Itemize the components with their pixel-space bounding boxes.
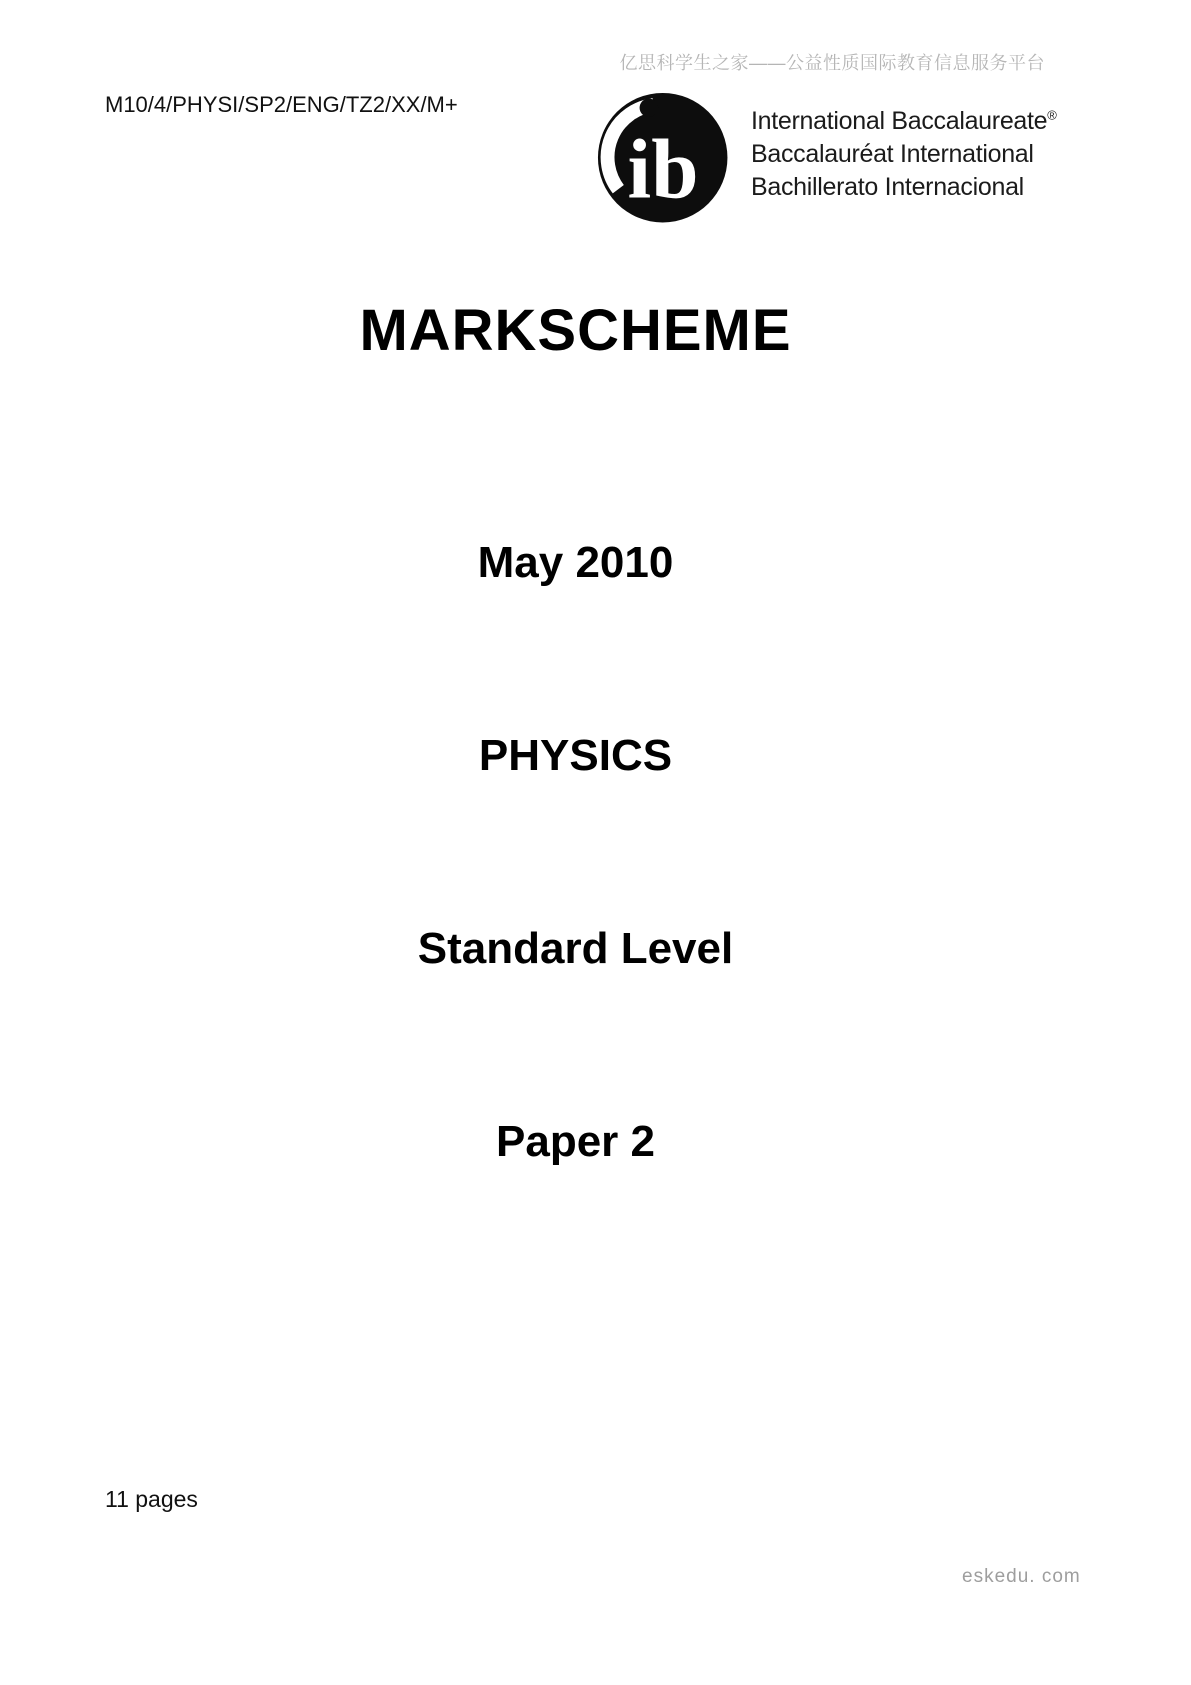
chinese-watermark-text: 亿思科学生之家——公益性质国际教育信息服务平台 — [619, 53, 1045, 73]
ib-wordmark-line-french: Baccalauréat International — [751, 139, 1034, 168]
paper-number-title: Paper 2 — [496, 1117, 655, 1166]
exam-paper-code: M10/4/PHYSI/SP2/ENG/TZ2/XX/M+ — [105, 92, 458, 117]
ib-wordmark — [751, 105, 1057, 204]
ib-logo-block — [585, 80, 1057, 228]
subject-title: PHYSICS — [478, 731, 673, 780]
ib-wordmark-english-text: International Baccalaureate — [751, 106, 1048, 135]
ib-wordmark-line-spanish: Bachillerato Internacional — [751, 172, 1024, 201]
registered-trademark-symbol: ® — [1047, 107, 1057, 123]
ib-monogram: ib — [627, 122, 699, 217]
level-title: Standard Level — [417, 924, 734, 973]
exam-session-title: May 2010 — [477, 538, 674, 587]
ib-monogram-dot — [640, 99, 659, 118]
page-count-note: 11 pages — [105, 1486, 198, 1512]
site-watermark-text: eskedu. com — [962, 1566, 1081, 1587]
ib-wordmark-line-english — [751, 105, 1057, 138]
document-title: MARKSCHEME — [359, 298, 792, 363]
ib-logo-icon — [585, 80, 733, 228]
